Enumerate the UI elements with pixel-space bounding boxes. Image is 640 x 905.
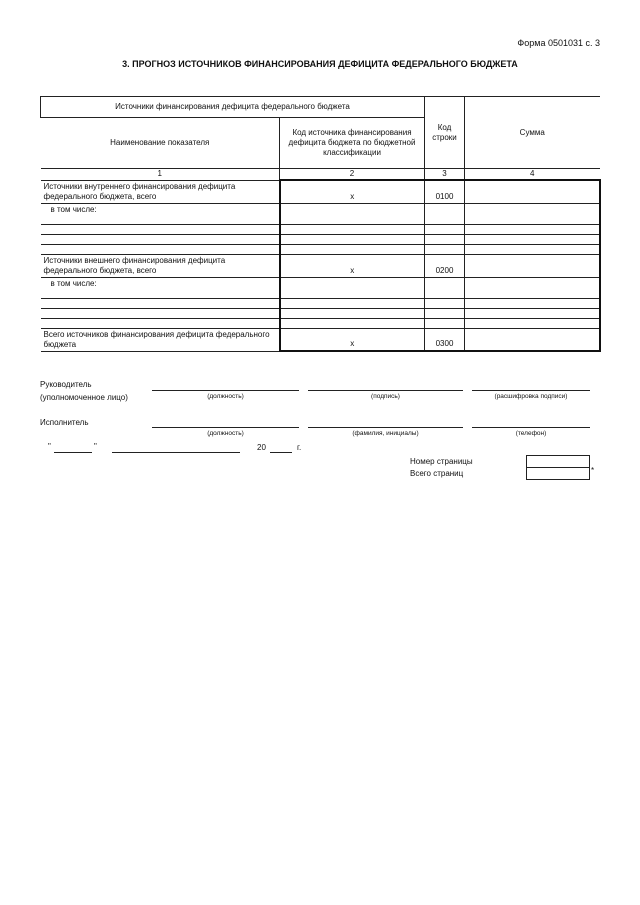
head-decoding-line[interactable] xyxy=(472,390,590,391)
row-internal-sum[interactable] xyxy=(465,180,600,203)
page-number-label: Номер страницы xyxy=(410,457,473,466)
col-header-line: Код строки xyxy=(425,97,465,169)
executor-phone-line[interactable] xyxy=(472,427,590,428)
row-internal-name: Источники внутреннего финансирования дефицита федерального бюджета, всего xyxy=(41,180,280,203)
col-num-4: 4 xyxy=(465,169,600,181)
row-internal-code: x xyxy=(280,180,425,203)
date-quote-close: " xyxy=(94,442,97,451)
page-title: 3. ПРОГНОЗ ИСТОЧНИКОВ ФИНАНСИРОВАНИЯ ДЕФИЦИТА ФЕДЕРАЛЬНОГО БЮДЖЕТА xyxy=(122,59,518,69)
caption-phone: (телефон) xyxy=(515,430,547,437)
date-day-line[interactable] xyxy=(54,452,92,453)
col-header-name: Наименование показателя xyxy=(41,118,280,169)
row-internal-incl: в том числе: xyxy=(41,203,280,224)
col-num-2: 2 xyxy=(280,169,425,181)
date-month-line[interactable] xyxy=(112,452,240,453)
row-external-sum[interactable] xyxy=(465,254,600,277)
executor-fio-line[interactable] xyxy=(308,427,463,428)
row-total-code: x xyxy=(280,328,425,351)
head-label: Руководитель xyxy=(40,380,92,389)
caption-signature: (подпись) xyxy=(371,393,400,400)
date-quote-open: " xyxy=(48,442,51,451)
col-header-code: Код источника финансирования дефицита бюджета по бюджетной классификации xyxy=(280,118,425,169)
sources-table xyxy=(40,96,601,352)
row-external-name: Источники внешнего финансирования дефицита федерального бюджета, всего xyxy=(41,254,280,277)
executor-position-line[interactable] xyxy=(152,427,299,428)
row-total-sum[interactable] xyxy=(465,328,600,351)
row-external-code: x xyxy=(280,254,425,277)
date-year-line[interactable] xyxy=(270,452,292,453)
caption-decoding: (расшифровка подписи) xyxy=(494,393,568,400)
executor-label: Исполнитель xyxy=(40,418,89,427)
head-position-line[interactable] xyxy=(152,390,299,391)
date-year-suffix: г. xyxy=(297,443,302,452)
head-signature-line[interactable] xyxy=(308,390,463,391)
group-header: Источники финансирования дефицита федерального бюджета xyxy=(41,97,425,118)
total-pages-box[interactable] xyxy=(526,467,590,480)
date-year-prefix: 20 xyxy=(257,443,266,452)
footnote-asterisk: * xyxy=(591,466,595,475)
col-num-1: 1 xyxy=(41,169,280,181)
row-internal-line: 0100 xyxy=(425,180,465,203)
row-total-line: 0300 xyxy=(425,328,465,351)
row-external-incl: в том числе: xyxy=(41,277,280,298)
col-header-sum: Сумма xyxy=(465,97,600,169)
caption-position: (должность) xyxy=(207,393,244,400)
row-external-line: 0200 xyxy=(425,254,465,277)
form-reference: Форма 0501031 с. 3 xyxy=(517,38,600,48)
caption-fio: (фамилия, инициалы) xyxy=(352,430,419,437)
col-num-3: 3 xyxy=(425,169,465,181)
caption-position-2: (должность) xyxy=(207,430,244,437)
head-label-sub: (уполномоченное лицо) xyxy=(40,393,128,402)
row-total-name: Всего источников финансирования дефицита федерального бюджета xyxy=(41,328,280,351)
total-pages-label: Всего страниц xyxy=(410,469,464,478)
